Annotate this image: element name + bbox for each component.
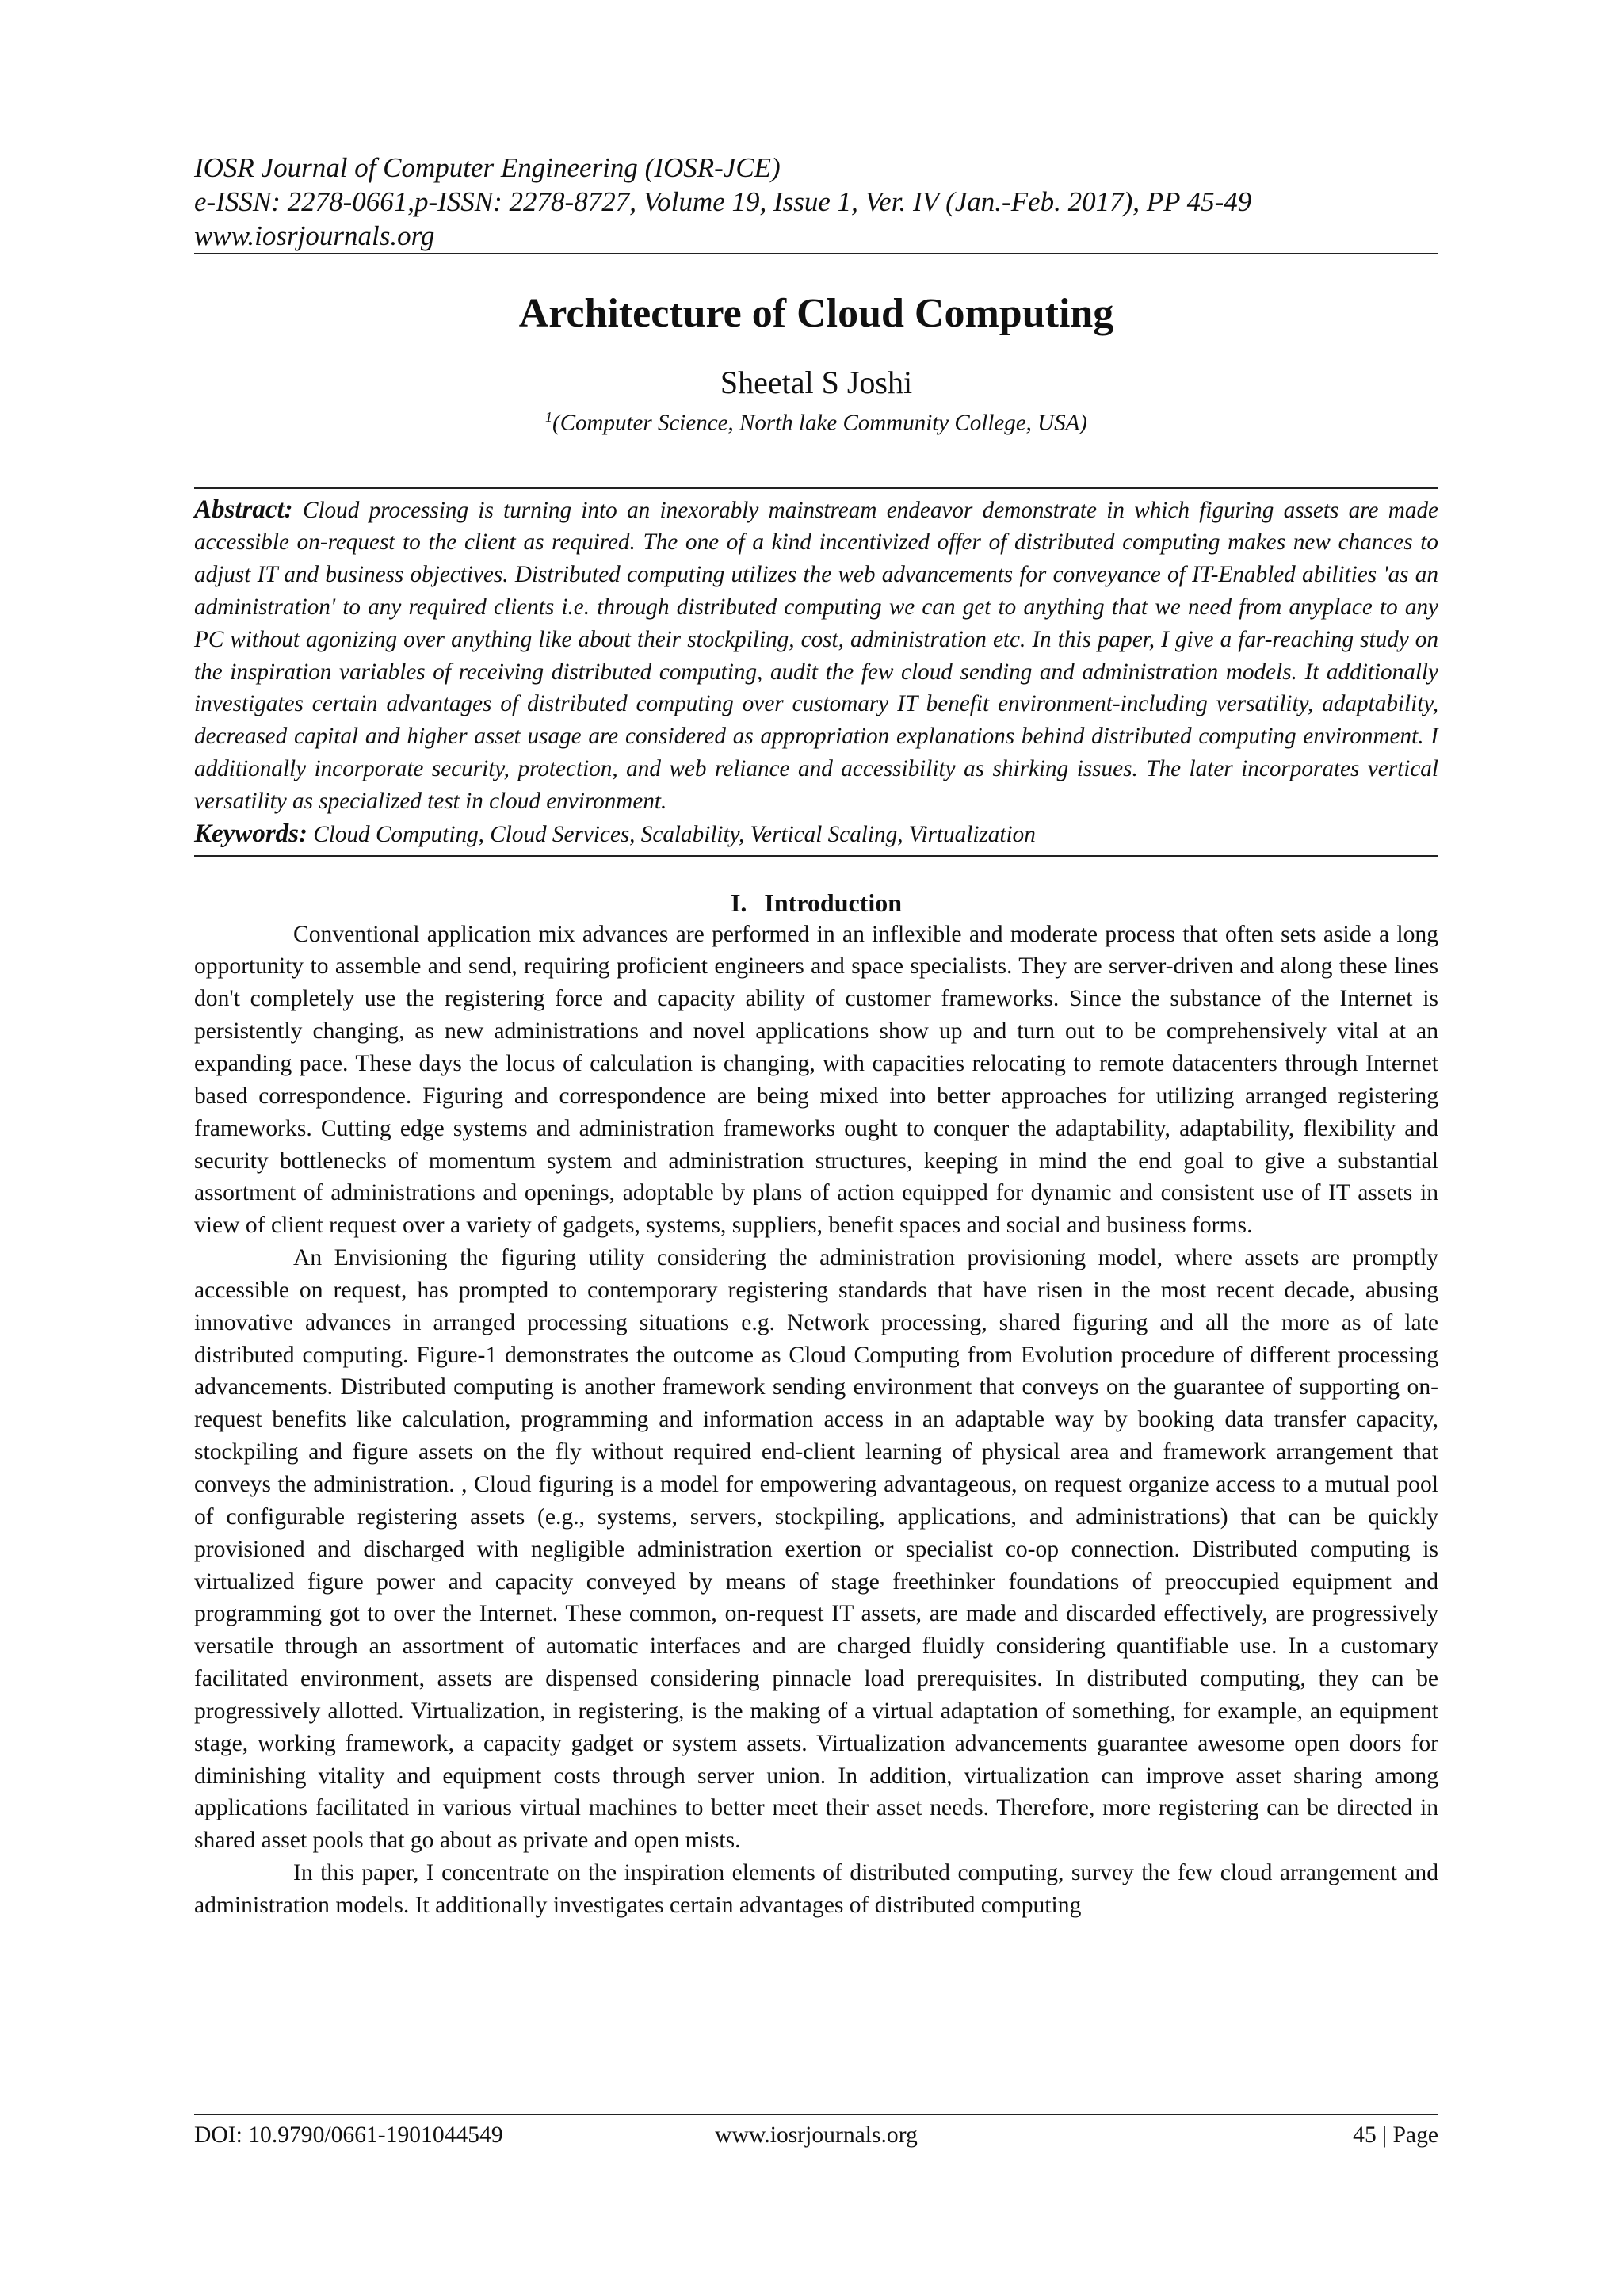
footer-website: www.iosrjournals.org — [715, 2122, 918, 2148]
abstract-block — [194, 479, 1438, 857]
section-heading — [194, 887, 1438, 919]
abstract-label: Abstract: — [194, 495, 293, 524]
keywords-text: Cloud Computing, Cloud Services, Scalability, Vertical Scaling, Virtualization — [313, 821, 1036, 847]
section-title: Introduction — [764, 888, 903, 917]
footer-page-number: 45 | Page — [1353, 2122, 1438, 2148]
abstract-top-rule — [194, 487, 1438, 489]
affiliation-text: (Computer Science, North lake Community College, USA) — [552, 410, 1087, 436]
abstract-text: Cloud processing is turning into an inexorably mainstream endeavor demonstrate in which figuring assets are made accessible on-request to the client as required. The one of a kind incentivized offer of distributed computing makes new chances to adjust IT and business objectives. Distributed computing utilizes the web advancements for conveyance of IT-Enabled abilities 'as an administration' to any required clients i.e. through distributed computing we can get to anything that we need from anyplace to any PC without agonizing over anything like about their stockpiling, cost, administration etc. In this paper, I give a far-reaching study on the inspiration variables of receiving distributed computing, audit the few cloud sending and administration models. It additionally investigates certain advantages of distributed computing over customary IT benefit environment-including versatility, adaptability, decreased capital and higher asset usage are considered as appropriation explanations behind distributed computing environment. I additionally incorporate security, protection, and web reliance and accessibility as shirking issues. The later incorporates vertical versatility as specialized test in cloud environment. — [194, 497, 1439, 814]
keywords — [194, 818, 1438, 850]
body-paragraph: Conventional application mix advances are performed in an inflexible and moderate process that often sets aside a long opportunity to assemble and send, requiring proficient engineers and space specialists. They are server-driven and along these lines don't completely use the registering force and capacity ability of customer frameworks. Since the substance of the Internet is persistently changing, as new administrations and novel applications show up and turn out to be comprehensively vital at an expanding pace. These days the locus of calculation is changing, with capacities relocating to remote datacenters through Internet based correspondence. Figuring and correspondence are being mixed into better approaches for utilizing arranged registering frameworks. Cutting edge systems and administration frameworks ought to conquer the adaptability, adaptability, flexibility and security bottlenecks of momentum system and administration structures, keeping in mind the end goal to give a substantial assortment of administrations and openings, adoptable by plans of action equipped for dynamic and consistent use of IT assets in view of client request over a variety of gadgets, systems, suppliers, benefit spaces and social and business forms. — [194, 921, 1438, 1239]
author-name: Sheetal S Joshi — [720, 365, 913, 400]
issn-line: e-ISSN: 2278-0661,p-ISSN: 2278-8727, Volume 19, Issue 1, Ver. IV (Jan.-Feb. 2017), PP 45-49 — [194, 186, 1252, 217]
abstract-bottom-rule — [194, 855, 1438, 857]
paper-page — [194, 151, 1438, 2156]
section-number: I. — [730, 888, 747, 917]
body-paragraph: In this paper, I concentrate on the inspiration elements of distributed computing, survey the few cloud arrangement and administration models. It additionally investigates certain advantages of distributed computing — [194, 1860, 1438, 1918]
footer-rule — [194, 2114, 1438, 2115]
keywords-label: Keywords: — [194, 819, 307, 848]
footer-doi: DOI: 10.9790/0661-1901044549 — [194, 2122, 503, 2148]
author-affiliation — [194, 402, 1438, 438]
journal-header — [194, 151, 1438, 253]
body-paragraph: An Envisioning the figuring utility considering the administration provisioning model, where assets are promptly accessible on request, has prompted to contemporary registering standards that have risen in the most recent decade, abusing innovative advances in arranged processing situations e.g. Network processing, shared figuring and all the more as of late distributed computing. Figure-1 demonstrates the outcome as Cloud Computing from Evolution procedure of different processing advancements. Distributed computing is another framework sending environment that conveys on the guarantee of supporting on-request benefits like calculation, programming and information access in an adaptable way by booking data transfer capacity, stockpiling and figure assets on the fly without required end-client learning of physical area and framework arrangement that conveys the administration. , Cloud figuring is a model for empowering advantageous, on request organize access to a mutual pool of configurable registering assets (e.g., systems, servers, stockpiling, applications, and administrations) that can be quickly provisioned and discharged with negligible administration exertion or specialist co-op connection. Distributed computing is virtualized figure power and capacity conveyed by means of stage freethinker foundations of preoccupied equipment and programming got to over the Internet. These common, on-request IT assets, are made and discarded effectively, are progressively versatile through an assortment of automatic interfaces and are charged fluidly considering quantifiable use. In a customary facilitated environment, assets are dispensed considering pinnacle load prerequisites. In distributed computing, they can be progressively allotted. Virtualization, in registering, is the making of a virtual adaptation of something, for example, an equipment stage, working framework, a capacity gadget or system assets. Virtualization advancements guarantee awesome open doors for diminishing vitality and equipment costs through server union. In addition, virtualization can improve asset sharing among applications facilitated in various virtual machines to better meet their asset needs. Therefore, more registering can be directed in shared asset pools that go about as private and open mists. — [194, 1245, 1438, 1854]
header-rule — [194, 253, 1438, 254]
paper-title: Architecture of Cloud Computing — [518, 291, 1114, 336]
journal-name: IOSR Journal of Computer Engineering (IOSR-JCE) — [194, 152, 781, 183]
journal-website: www.iosrjournals.org — [194, 220, 435, 251]
affiliation-marker: 1 — [545, 409, 553, 425]
abstract — [194, 494, 1438, 818]
